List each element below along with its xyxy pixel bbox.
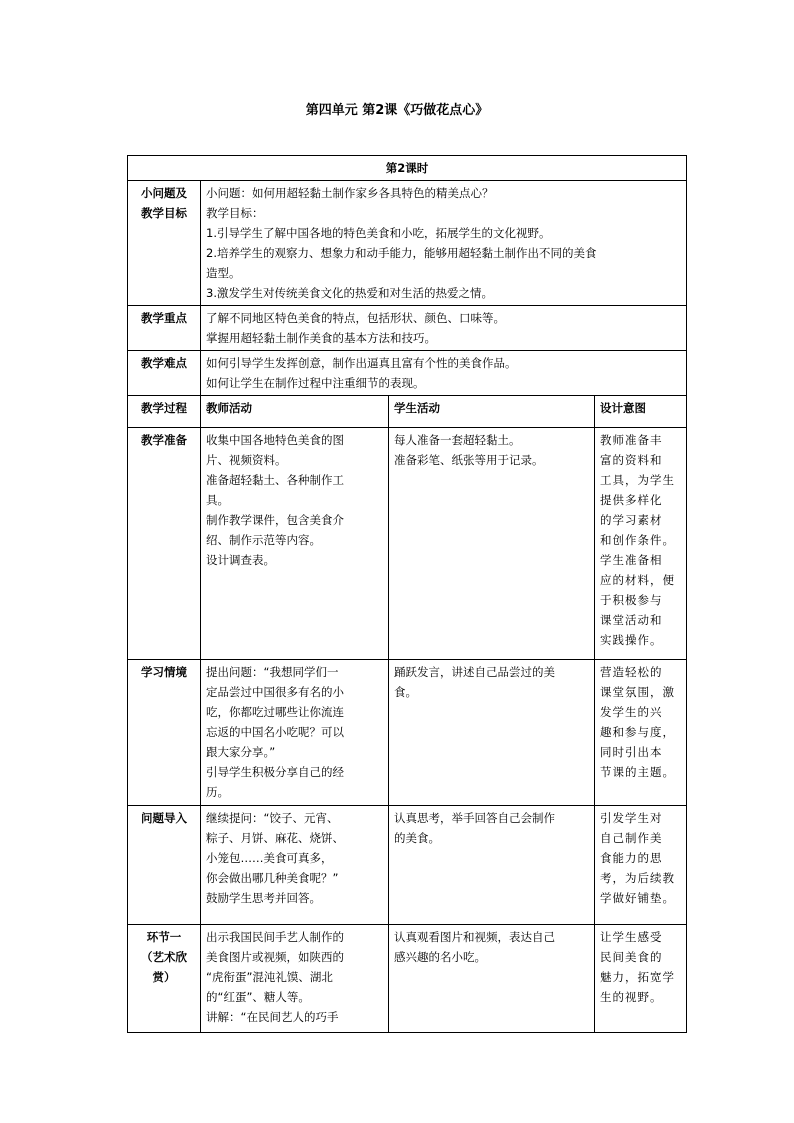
design-intent-line: 课堂活动和	[600, 613, 663, 627]
teacher-activity-line: “虎衔蛋”混沌礼馍、湖北	[206, 970, 333, 984]
design-intent-line: 生的视野。	[600, 990, 663, 1004]
teacher-activity-line: 继续提问：“饺子、元宵、	[206, 811, 339, 825]
student-activity-line: 认真观看图片和视频，表达自己	[394, 930, 555, 944]
design-intent-line: 民间美食的	[600, 950, 663, 964]
teacher-activity-line: 美食图片或视频，如陕西的	[206, 950, 344, 964]
process-header-row	[128, 396, 687, 428]
teacher-activity-line: 片、视频资料。	[206, 453, 287, 467]
design-intent-line: 食能力的思	[600, 851, 663, 865]
design-intent-line: 自己制作美	[600, 831, 663, 845]
objective-item: 1.引导学生了解中国各地的特色美食和小吃，拓展学生的文化视野。	[206, 226, 551, 240]
design-intent-line: 营造轻松的	[600, 665, 663, 679]
stage-label-line: （艺术欣	[141, 950, 187, 964]
question-text: 小问题：如何用超轻黏土制作家乡各具特色的精美点心？	[206, 186, 494, 200]
stage-label: 学习情境	[128, 660, 201, 806]
teacher-activity-line: 收集中国各地特色美食的图	[206, 433, 344, 447]
key-point-item: 了解不同地区特色美食的特点，包括形状、颜色、口味等。	[206, 311, 505, 325]
stage-label	[128, 925, 201, 1033]
objective-item: 3.激发学生对传统美食文化的热爱和对生活的热爱之情。	[206, 286, 493, 300]
student-activity-line: 食。	[394, 685, 417, 699]
design-intent-line: 考，为后续教	[600, 871, 675, 885]
teacher-activity-line: 吃，你都吃过哪些让你流连	[206, 705, 344, 719]
teacher-activity-line: 具。	[206, 493, 229, 507]
key-points-row	[128, 306, 687, 351]
teacher-activity-line: 历。	[206, 785, 229, 799]
objectives-label	[128, 181, 201, 306]
design-intent-line: 发学生的兴	[600, 705, 663, 719]
teacher-activity-line: 定品尝过中国很多有名的小	[206, 685, 344, 699]
student-activity-line: 的美食。	[394, 831, 440, 845]
stage-label: 问题导入	[128, 806, 201, 925]
student-activity-line: 踊跃发言，讲述自己品尝过的美	[394, 665, 555, 679]
teacher-activity-line: 制作教学课件，包含美食介	[206, 513, 344, 527]
stage-label: 教学准备	[128, 428, 201, 660]
design-intent-line: 学生准备相	[600, 553, 663, 567]
design-intent-line: 魅力，拓宽学	[600, 970, 675, 984]
teacher-activity-line: 出示我国民间手艺人制作的	[206, 930, 344, 944]
student-activity-line: 准备彩笔、纸张等用于记录。	[394, 453, 544, 467]
key-point-item: 掌握用超轻黏土制作美食的基本方法和技巧。	[206, 331, 436, 345]
teacher-activity	[201, 660, 389, 806]
objective-item: 2.培养学生的观察力、想象力和动手能力，能够用超轻黏土制作出不同的美食	[206, 246, 597, 260]
difficulties-row	[128, 351, 687, 396]
design-intent-line: 实践操作。	[600, 633, 663, 647]
header-process: 教学过程	[128, 396, 201, 428]
design-intent-line: 应的材料，便	[600, 573, 675, 587]
stage-row-introduction	[128, 806, 687, 925]
design-intent-line: 富的资料和	[600, 453, 663, 467]
key-points-label: 教学重点	[128, 306, 201, 351]
key-points-content	[201, 306, 687, 351]
difficulty-item: 如何引导学生发挥创意，制作出逼真且富有个性的美食作品。	[206, 356, 517, 370]
design-intent-line: 教师准备丰	[600, 433, 663, 447]
teacher-activity-line: 准备超轻黏土、各种制作工	[206, 473, 344, 487]
student-activity	[389, 660, 595, 806]
teacher-activity-line: 引导学生积极分享自己的经	[206, 765, 344, 779]
teacher-activity-line: 忘返的中国名小吃呢？可以	[206, 725, 344, 739]
teacher-activity-line: 小笼包……美食可真多，	[206, 851, 333, 865]
student-activity	[389, 428, 595, 660]
design-intent	[595, 925, 687, 1033]
section-header-row	[128, 156, 687, 181]
header-teacher: 教师活动	[201, 396, 389, 428]
stage-label-line: 赏）	[152, 970, 176, 984]
design-intent-line: 引发学生对	[600, 811, 663, 825]
design-intent-line: 学做好铺垫。	[600, 891, 675, 905]
design-intent-line: 让学生感受	[600, 930, 663, 944]
student-activity-line: 认真思考，举手回答自己会制作	[394, 811, 555, 825]
design-intent-line: 节课的主题。	[600, 765, 675, 779]
design-intent-line: 于积极参与	[600, 593, 663, 607]
objective-item: 造型。	[206, 266, 241, 280]
header-student: 学生活动	[389, 396, 595, 428]
difficulties-content	[201, 351, 687, 396]
teacher-activity-line: 粽子、月饼、麻花、烧饼、	[206, 831, 344, 845]
teacher-activity-line: 鼓励学生思考并回答。	[206, 891, 321, 905]
lesson-plan-table	[127, 155, 687, 1033]
student-activity-line: 每人准备一套超轻黏土。	[394, 433, 521, 447]
teacher-activity-line: 提出问题：“我想同学们一	[206, 665, 339, 679]
design-intent-line: 同时引出本	[600, 745, 663, 759]
student-activity	[389, 806, 595, 925]
student-activity	[389, 925, 595, 1033]
objectives-heading: 教学目标：	[206, 206, 264, 220]
design-intent	[595, 428, 687, 660]
teacher-activity	[201, 806, 389, 925]
objectives-label-line: 教学目标	[141, 206, 187, 220]
teacher-activity-line: 讲解：“在民间艺人的巧手	[206, 1010, 339, 1024]
teacher-activity-line: 你会做出哪几种美食呢？”	[206, 871, 339, 885]
stage-row-context	[128, 660, 687, 806]
design-intent-line: 课堂氛围，激	[600, 685, 675, 699]
stage-row-art-appreciation	[128, 925, 687, 1033]
stage-label-line: 环节一	[146, 930, 182, 944]
teacher-activity	[201, 925, 389, 1033]
design-intent-line: 工具，为学生	[600, 473, 675, 487]
design-intent	[595, 806, 687, 925]
difficulty-item: 如何让学生在制作过程中注重细节的表现。	[206, 376, 425, 390]
teacher-activity-line: 设计调查表。	[206, 553, 275, 567]
design-intent-line: 的学习素材	[600, 513, 663, 527]
section-header: 第2课时	[128, 156, 687, 181]
objectives-content	[201, 181, 687, 306]
difficulties-label: 教学难点	[128, 351, 201, 396]
student-activity-line: 感兴趣的名小吃。	[394, 950, 486, 964]
stage-row-preparation	[128, 428, 687, 660]
objectives-row	[128, 181, 687, 306]
teacher-activity	[201, 428, 389, 660]
teacher-activity-line: 的“红蛋”、糖人等。	[206, 990, 310, 1004]
header-design: 设计意图	[595, 396, 687, 428]
objectives-label-line: 小问题及	[141, 186, 187, 200]
document-title: 第四单元 第2课《巧做花点心》	[305, 103, 489, 118]
design-intent-line: 趣和参与度，	[600, 725, 675, 739]
teacher-activity-line: 跟大家分享。”	[206, 745, 276, 759]
design-intent-line: 和创作条件。	[600, 533, 675, 547]
design-intent-line: 提供多样化	[600, 493, 663, 507]
teacher-activity-line: 绍、制作示范等内容。	[206, 533, 321, 547]
design-intent	[595, 660, 687, 806]
